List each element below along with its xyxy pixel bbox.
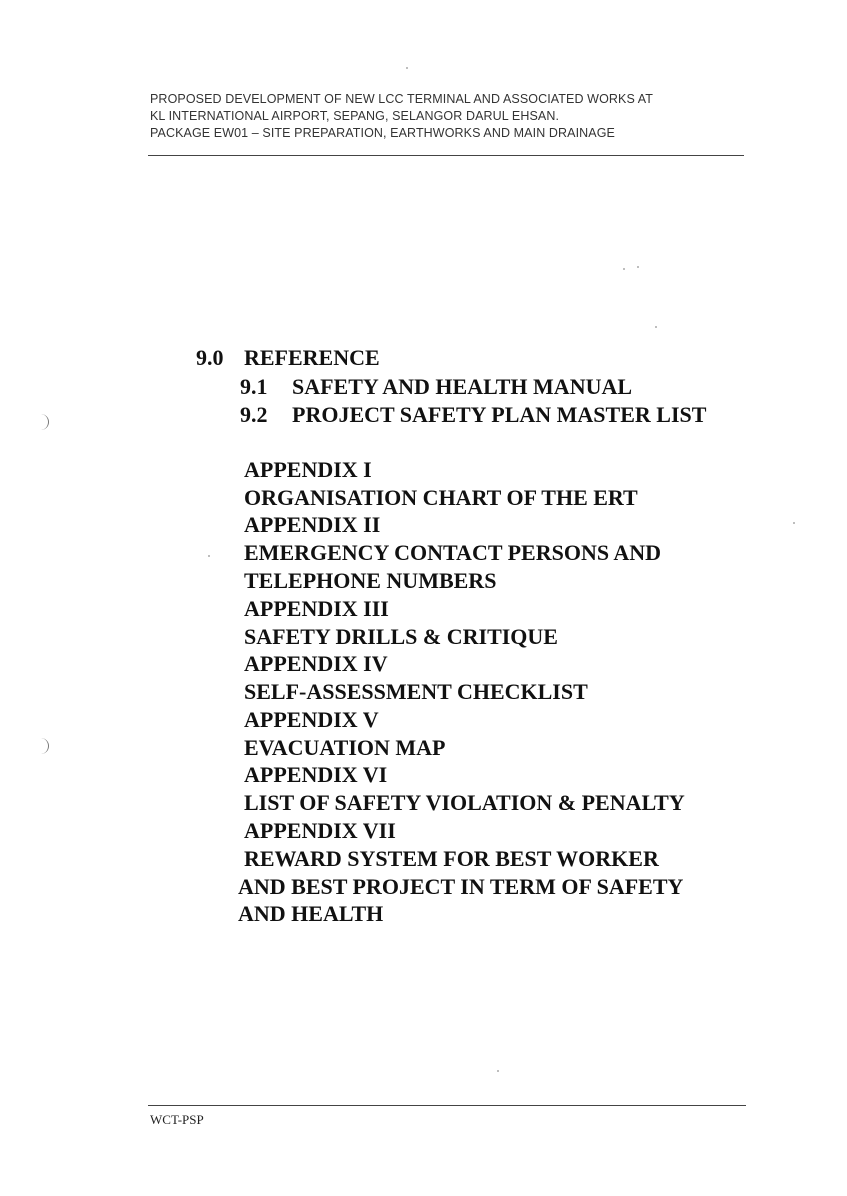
appendix-line: APPENDIX V (244, 707, 379, 732)
scan-speck (406, 67, 408, 69)
appendix-line: APPENDIX VII (244, 818, 396, 843)
subsection-number: 9.1 (240, 374, 268, 399)
appendix-continuation-line: AND HEALTH (238, 901, 384, 926)
subsection-title: SAFETY AND HEALTH MANUAL (292, 374, 633, 399)
scan-speck (623, 268, 625, 270)
header-divider (148, 155, 744, 156)
footer-divider (148, 1105, 746, 1106)
header-line-2: KL INTERNATIONAL AIRPORT, SEPANG, SELANGOR DARUL EHSAN. (150, 109, 560, 123)
appendix-line: TELEPHONE NUMBERS (244, 568, 497, 593)
section-heading (196, 345, 380, 371)
appendix-line: APPENDIX I (244, 457, 372, 482)
appendix-continuation-line: AND BEST PROJECT IN TERM OF SAFETY (238, 874, 684, 899)
header-line-3: PACKAGE EW01 – SITE PREPARATION, EARTHWORKS AND MAIN DRAINAGE (150, 126, 615, 140)
appendix-line: LIST OF SAFETY VIOLATION & PENALTY (244, 790, 685, 815)
scan-speck (655, 326, 657, 328)
appendix-line: REWARD SYSTEM FOR BEST WORKER (244, 846, 659, 871)
appendix-line: APPENDIX II (244, 512, 381, 537)
appendix-line: EVACUATION MAP (244, 735, 446, 760)
appendix-line: EMERGENCY CONTACT PERSONS AND (244, 540, 662, 565)
appendix-line: SAFETY DRILLS & CRITIQUE (244, 624, 558, 649)
appendix-line: ORGANISATION CHART OF THE ERT (244, 485, 638, 510)
scan-speck (208, 555, 210, 557)
scan-speck (497, 1070, 499, 1072)
section-number: 9.0 (196, 345, 224, 370)
appendix-line: APPENDIX VI (244, 762, 388, 787)
section-title: REFERENCE (244, 345, 380, 370)
subsection-number: 9.2 (240, 402, 268, 427)
subsection-item (240, 374, 632, 400)
appendix-line: SELF-ASSESSMENT CHECKLIST (244, 679, 588, 704)
scan-speck (793, 522, 795, 524)
document-code: WCT-PSP (150, 1112, 204, 1127)
scan-speck (637, 266, 639, 268)
appendix-line: APPENDIX III (244, 596, 389, 621)
subsection-title: PROJECT SAFETY PLAN MASTER LIST (292, 402, 707, 427)
page-header (150, 91, 750, 142)
subsection-item (240, 402, 706, 428)
header-line-1: PROPOSED DEVELOPMENT OF NEW LCC TERMINAL AND ASSOCIATED WORKS AT (150, 92, 654, 106)
binder-hole-mark (36, 738, 49, 754)
appendix-line: APPENDIX IV (244, 651, 388, 676)
binder-hole-mark (36, 414, 49, 430)
